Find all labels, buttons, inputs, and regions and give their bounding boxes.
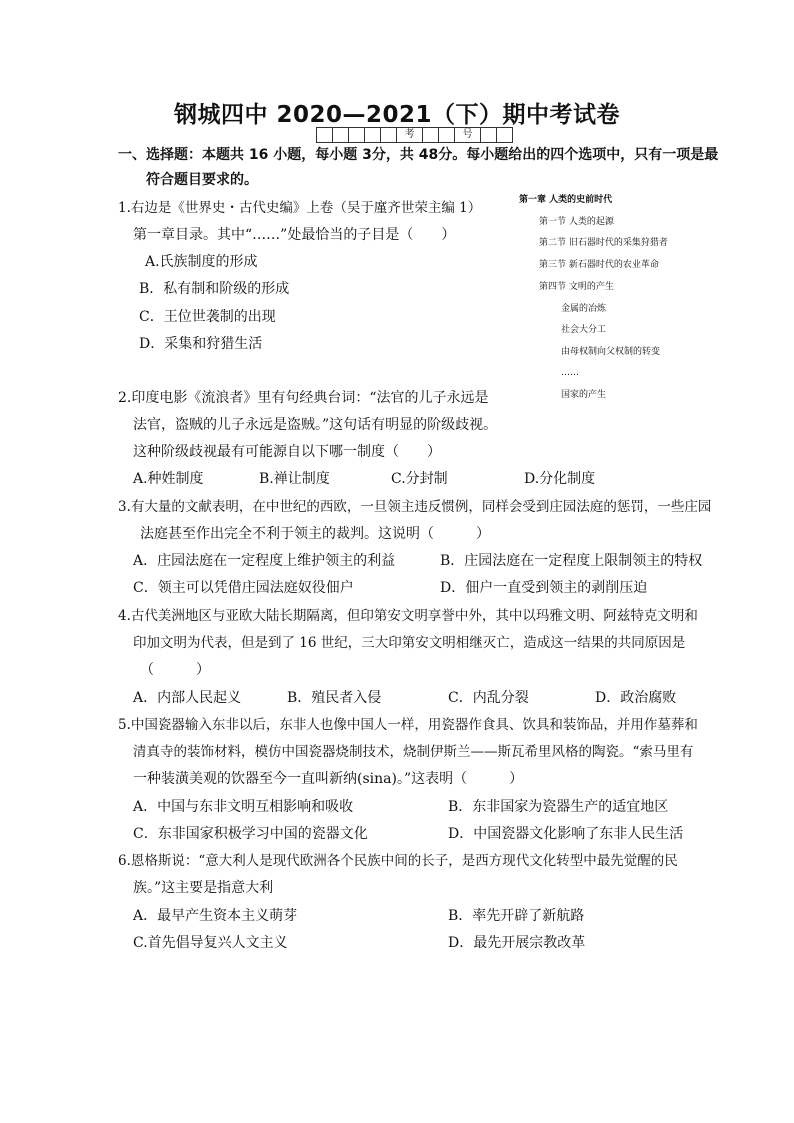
question-3-option-b: B．庄园法庭在一定程度上限制领主的特权 [440, 553, 703, 569]
id-box-mark: 考 [396, 127, 423, 143]
question-5-option-d: D．中国瓷器文化影响了东非人民生活 [448, 826, 684, 842]
question-2-stem-cont: 这种阶级歧视最有可能源自以下哪一制度（ ） [133, 444, 441, 460]
question-1-option-a: A.氏族制度的形成 [145, 254, 258, 270]
question-2-option-a: A.种姓制度 [133, 471, 204, 487]
question-4-stem-cont: （ ） [140, 662, 210, 678]
question-3-option-a: A．庄园法庭在一定程度上维护领主的利益 [133, 553, 396, 569]
toc-section: 第二节 旧石器时代的采集狩猎者 [539, 238, 668, 248]
question-1-option-b: B．私有制和阶级的形成 [139, 281, 290, 297]
question-2-option-b: B.禅让制度 [259, 471, 330, 487]
toc-item: 金属的冶炼 [561, 304, 607, 314]
question-5-option-c: C．东非国家积极学习中国的瓷器文化 [133, 826, 368, 842]
question-6-stem: 6.恩格斯说：“意大利人是现代欧洲各个民族中间的长子，是西方现代文化转型中最先觉醒的民 [118, 853, 678, 869]
toc-item: 社会大分工 [561, 325, 607, 335]
question-3-option-c: C．领主可以凭借庄园法庭奴役佃户 [133, 580, 354, 596]
id-box [332, 127, 349, 143]
question-5-stem-cont: 一种装潢美观的饮器至今一直叫新纳(sina)。”这表明（ ） [133, 771, 524, 787]
question-6-option-d: D．最先开展宗教改革 [448, 935, 586, 951]
question-1-option-d: D．采集和狩猎生活 [139, 336, 263, 352]
id-box-mark: 号 [454, 127, 481, 143]
toc-item: 国家的产生 [561, 390, 607, 400]
section-heading-cont: 符合题目要求的。 [146, 172, 258, 188]
toc-section: 第四节 文明的产生 [539, 282, 614, 292]
id-box [348, 127, 365, 143]
question-4-option-c: C．内乱分裂 [448, 690, 529, 706]
page-title: 钢城四中 2020—2021（下）期中考试卷 [173, 102, 621, 128]
question-4-option-b: B．殖民者入侵 [287, 690, 382, 706]
question-5-option-b: B．东非国家为瓷器生产的适宜地区 [448, 799, 669, 815]
question-6-option-c: C.首先倡导复兴人文主义 [133, 935, 288, 951]
question-1-option-c: C．王位世袭制的出现 [139, 309, 276, 325]
question-2-option-c: C.分封制 [391, 471, 448, 487]
exam-id-boxes [316, 127, 512, 143]
question-4-option-a: A．内部人民起义 [133, 690, 242, 706]
id-box [496, 127, 513, 143]
toc-item: …… [561, 368, 579, 378]
toc-chapter: 第一章 人类的史前时代 [519, 195, 613, 205]
id-box [438, 127, 455, 143]
question-5-stem-cont: 清真寺的装饰材料，模仿中国瓷器烧制技术，烧制伊斯兰——斯瓦希里风格的陶瓷。“索马里有 [133, 744, 694, 760]
id-box [316, 127, 333, 143]
id-box [480, 127, 497, 143]
question-6-stem-cont: 族。”这主要是指意大利 [133, 880, 274, 896]
section-heading: 一、选择题：本题共 16 小题，每小题 3分，共 48分。每小题给出的四个选项中，只有一项是最 [118, 147, 719, 163]
toc-section: 第一节 人类的起源 [539, 217, 614, 227]
id-box [364, 127, 381, 143]
id-box [422, 127, 439, 143]
question-2-stem-cont: 法官，盗贼的儿子永远是盗贼。”这句话有明显的阶级歧视。 [133, 417, 498, 433]
id-box [380, 127, 397, 143]
question-3-stem: 3.有大量的文献表明，在中世纪的西欧，一旦领主违反惯例，同样会受到庄园法庭的惩罚，一些庄园 [118, 499, 712, 515]
question-1-stem: 1.右边是《世界史・古代史编》上卷（吴于廑齐世荣主编 1） [118, 200, 482, 216]
question-2-option-d: D.分化制度 [524, 471, 596, 487]
question-4-option-d: D．政治腐败 [595, 690, 677, 706]
question-6-option-a: A．最早产生资本主义萌芽 [133, 908, 298, 924]
question-3-option-d: D．佃户一直受到领主的剥削压迫 [440, 580, 648, 596]
question-6-option-b: B．率先开辟了新航路 [448, 908, 585, 924]
question-5-stem: 5.中国瓷器输入东非以后，东非人也像中国人一样，用瓷器作食具、饮具和装饰品，并用作墓葬和 [118, 717, 698, 733]
toc-item: 由母权制向父权制的转变 [561, 347, 661, 357]
question-5-option-a: A．中国与东非文明互相影响和吸收 [133, 799, 354, 815]
question-4-stem-cont: 印加文明为代表，但是到了 16 世纪，三大印第安文明相继灭亡，造成这一结果的共同原因是 [133, 635, 686, 651]
toc-section: 第三节 新石器时代的农业革命 [539, 260, 659, 270]
question-2-stem: 2.印度电影《流浪者》里有句经典台词：“法官的儿子永远是 [118, 390, 489, 406]
question-3-stem-cont: 法庭甚至作出完全不利于领主的裁判。这说明（ ） [140, 526, 490, 542]
question-1-stem-cont: 第一章目录。其中“……”处最恰当的子目是（ ） [133, 227, 456, 243]
question-4-stem: 4.古代美洲地区与亚欧大陆长期隔离，但印第安文明享誉中外，其中以玛雅文明、阿兹特克文明和 [118, 608, 698, 624]
